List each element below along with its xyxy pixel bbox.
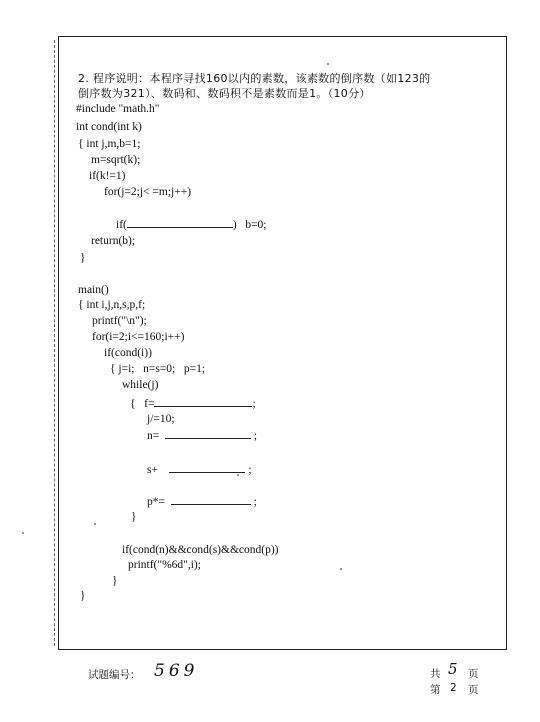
exam-number-label: 试题编号： bbox=[88, 669, 141, 681]
page-number-prefix: 第 bbox=[430, 684, 441, 696]
total-pages-prefix: 共 bbox=[430, 668, 441, 680]
code-f-semicolon: ; bbox=[252, 398, 256, 410]
code-line-printf-result: printf("%6d",i); bbox=[128, 559, 201, 571]
code-line-return: return(b); bbox=[91, 235, 136, 247]
code-line-include: #include "math.h" bbox=[76, 103, 160, 115]
answer-blank-1[interactable] bbox=[127, 217, 233, 228]
left-dashed-rule bbox=[54, 40, 55, 646]
total-pages: 5 bbox=[448, 660, 462, 678]
code-line-main-declarations: { int i,j,n,s,p,f; bbox=[78, 299, 146, 311]
code-line-for-i: for(i=2;i<=160;i++) bbox=[92, 331, 185, 343]
code-line-n-blank bbox=[147, 428, 257, 443]
code-if-open: if( bbox=[116, 219, 127, 231]
code-p-semicolon: ; bbox=[253, 496, 257, 508]
code-line-cond-signature: int cond(int k) bbox=[76, 121, 142, 133]
total-pages-suffix: 页 bbox=[468, 668, 479, 680]
code-line-init-vars: { j=i; n=s=0; p=1; bbox=[110, 363, 206, 375]
code-line-while: while(j) bbox=[122, 379, 159, 391]
answer-blank-5[interactable] bbox=[171, 494, 251, 505]
code-line-close-if: } bbox=[112, 575, 118, 587]
code-s-assign: s+ bbox=[147, 464, 158, 476]
code-line-p-blank bbox=[147, 494, 257, 509]
code-if-close: ) b=0; bbox=[232, 219, 267, 231]
question-line-2: 倒序数为321）、数码和、数码积不是素数而是1。（10分） bbox=[78, 87, 371, 100]
code-line-if-cond-i: if(cond(i)) bbox=[104, 347, 152, 359]
code-line-close-while: } bbox=[131, 511, 137, 523]
code-line-if-k: if(k!=1) bbox=[89, 170, 126, 182]
answer-blank-2[interactable] bbox=[154, 396, 252, 407]
code-line-declarations: { int j,m,b=1; bbox=[78, 138, 141, 150]
code-line-close-main: } bbox=[80, 590, 86, 602]
page-number-suffix: 页 bbox=[468, 684, 479, 696]
code-line-main: main() bbox=[78, 284, 109, 296]
code-line-s-blank bbox=[147, 462, 252, 477]
scan-speck bbox=[94, 523, 96, 525]
code-line-printf-newline: printf("\n"); bbox=[92, 315, 147, 327]
answer-blank-4[interactable] bbox=[169, 462, 245, 473]
scan-speck bbox=[22, 532, 24, 534]
code-s-semicolon: ; bbox=[248, 464, 252, 476]
scan-speck bbox=[340, 568, 342, 570]
code-line-f-blank bbox=[130, 396, 256, 411]
code-n-semicolon: ; bbox=[253, 430, 258, 442]
code-n-assign: n= bbox=[147, 430, 160, 442]
code-line-sqrt: m=sqrt(k); bbox=[91, 154, 141, 166]
code-line-if-blank bbox=[116, 217, 267, 232]
code-f-assign: { f= bbox=[130, 398, 155, 410]
scan-speck bbox=[327, 63, 329, 65]
exam-number: 569 bbox=[154, 661, 199, 681]
answer-blank-3[interactable] bbox=[165, 428, 251, 439]
code-line-j-div: j/=10; bbox=[147, 413, 175, 425]
page-number: 2 bbox=[450, 682, 457, 694]
scan-speck bbox=[237, 474, 239, 476]
question-line-1: 2. 程序说明：本程序寻找160以内的素数，该素数的倒序数（如123的 bbox=[78, 72, 431, 85]
code-p-assign: p*= bbox=[147, 496, 165, 508]
code-line-close-cond: } bbox=[80, 252, 86, 264]
code-line-for-j: for(j=2;j< =m;j++) bbox=[104, 186, 192, 198]
code-line-if-all-cond: if(cond(n)&&cond(s)&&cond(p)) bbox=[122, 544, 279, 556]
